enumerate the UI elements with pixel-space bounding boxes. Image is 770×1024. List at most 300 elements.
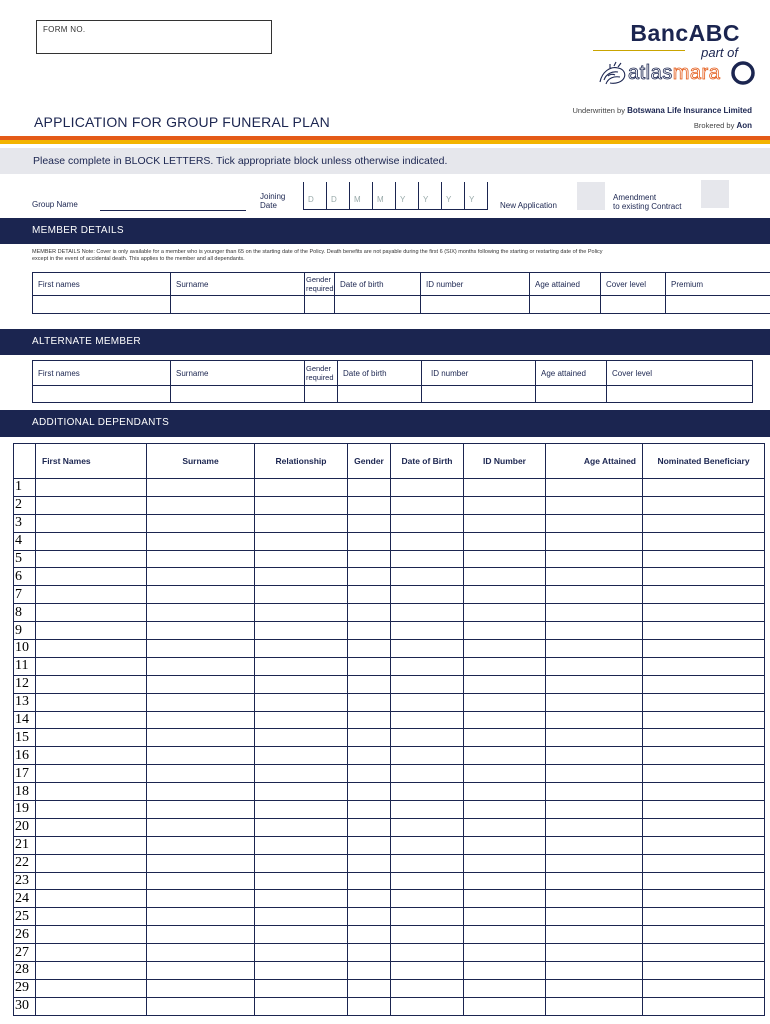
dependant-cell[interactable] bbox=[255, 908, 348, 926]
dependant-cell[interactable] bbox=[546, 693, 643, 711]
date-digit-y2[interactable]: Y bbox=[418, 182, 441, 210]
dependant-cell[interactable] bbox=[643, 890, 765, 908]
dependant-cell[interactable] bbox=[391, 997, 464, 1015]
dependant-cell[interactable] bbox=[391, 532, 464, 550]
dependant-cell[interactable] bbox=[391, 640, 464, 658]
dependant-cell[interactable] bbox=[36, 944, 147, 962]
dependant-row[interactable] bbox=[14, 640, 765, 658]
dependant-row[interactable] bbox=[14, 514, 765, 532]
dependant-cell[interactable] bbox=[546, 926, 643, 944]
dependant-row[interactable] bbox=[14, 818, 765, 836]
form-number-field[interactable] bbox=[36, 20, 272, 54]
dependant-cell[interactable] bbox=[255, 532, 348, 550]
dependant-cell[interactable] bbox=[546, 979, 643, 997]
dependant-cell[interactable] bbox=[391, 729, 464, 747]
dependant-cell[interactable] bbox=[147, 550, 255, 568]
dependant-cell[interactable] bbox=[36, 818, 147, 836]
dependant-cell[interactable] bbox=[255, 657, 348, 675]
dependant-row[interactable] bbox=[14, 622, 765, 640]
dependant-cell[interactable] bbox=[464, 640, 546, 658]
dependant-cell[interactable] bbox=[546, 818, 643, 836]
date-digit-d2[interactable]: D bbox=[326, 182, 349, 210]
dependant-cell[interactable] bbox=[36, 890, 147, 908]
dependant-cell[interactable] bbox=[546, 550, 643, 568]
dependant-row[interactable] bbox=[14, 854, 765, 872]
dependant-cell[interactable] bbox=[255, 568, 348, 586]
dependant-cell[interactable] bbox=[391, 872, 464, 890]
dependant-row[interactable] bbox=[14, 962, 765, 980]
dependant-cell[interactable] bbox=[546, 532, 643, 550]
dependant-cell[interactable] bbox=[147, 872, 255, 890]
dependant-cell[interactable] bbox=[464, 818, 546, 836]
dependant-cell[interactable] bbox=[546, 729, 643, 747]
dependant-cell[interactable] bbox=[643, 908, 765, 926]
dependant-cell[interactable] bbox=[348, 586, 391, 604]
dependant-cell[interactable] bbox=[643, 818, 765, 836]
dependant-cell[interactable] bbox=[255, 962, 348, 980]
dependant-cell[interactable] bbox=[546, 496, 643, 514]
dependant-cell[interactable] bbox=[391, 711, 464, 729]
dependant-cell[interactable] bbox=[348, 872, 391, 890]
dependant-cell[interactable] bbox=[255, 926, 348, 944]
dependant-cell[interactable] bbox=[255, 622, 348, 640]
dependant-cell[interactable] bbox=[36, 514, 147, 532]
dependant-cell[interactable] bbox=[464, 604, 546, 622]
dependant-row[interactable] bbox=[14, 926, 765, 944]
dependant-cell[interactable] bbox=[255, 496, 348, 514]
dependant-cell[interactable] bbox=[546, 568, 643, 586]
dependant-cell[interactable] bbox=[36, 729, 147, 747]
dependant-cell[interactable] bbox=[546, 586, 643, 604]
dependant-cell[interactable] bbox=[464, 997, 546, 1015]
dependant-cell[interactable] bbox=[391, 693, 464, 711]
dependant-cell[interactable] bbox=[255, 818, 348, 836]
dependant-cell[interactable] bbox=[348, 479, 391, 497]
dependant-cell[interactable] bbox=[643, 979, 765, 997]
dependant-cell[interactable] bbox=[464, 747, 546, 765]
dependant-cell[interactable] bbox=[546, 962, 643, 980]
dependant-cell[interactable] bbox=[464, 783, 546, 801]
dependant-cell[interactable] bbox=[348, 622, 391, 640]
dependant-cell[interactable] bbox=[147, 586, 255, 604]
dependant-cell[interactable] bbox=[348, 890, 391, 908]
member-dob-cell[interactable] bbox=[335, 296, 421, 314]
dependant-cell[interactable] bbox=[255, 729, 348, 747]
dependant-cell[interactable] bbox=[391, 890, 464, 908]
dependant-cell[interactable] bbox=[255, 836, 348, 854]
dependant-cell[interactable] bbox=[348, 550, 391, 568]
dependant-cell[interactable] bbox=[348, 675, 391, 693]
dependant-cell[interactable] bbox=[36, 657, 147, 675]
dependant-cell[interactable] bbox=[391, 657, 464, 675]
dependant-row[interactable] bbox=[14, 997, 765, 1015]
dependant-cell[interactable] bbox=[348, 604, 391, 622]
dependant-row[interactable] bbox=[14, 765, 765, 783]
dependant-row[interactable] bbox=[14, 979, 765, 997]
alt-first-names-cell[interactable] bbox=[33, 386, 171, 403]
member-age-cell[interactable] bbox=[530, 296, 601, 314]
dependant-cell[interactable] bbox=[391, 586, 464, 604]
dependant-cell[interactable] bbox=[464, 765, 546, 783]
dependant-cell[interactable] bbox=[643, 711, 765, 729]
dependant-cell[interactable] bbox=[391, 908, 464, 926]
dependant-row[interactable] bbox=[14, 586, 765, 604]
dependant-cell[interactable] bbox=[348, 496, 391, 514]
member-gender-cell[interactable] bbox=[305, 296, 335, 314]
dependant-cell[interactable] bbox=[391, 979, 464, 997]
dependant-cell[interactable] bbox=[464, 496, 546, 514]
dependant-cell[interactable] bbox=[147, 640, 255, 658]
dependant-cell[interactable] bbox=[36, 479, 147, 497]
amendment-checkbox[interactable] bbox=[701, 180, 729, 208]
dependant-cell[interactable] bbox=[348, 693, 391, 711]
alt-surname-cell[interactable] bbox=[171, 386, 305, 403]
dependant-cell[interactable] bbox=[348, 997, 391, 1015]
dependant-cell[interactable] bbox=[643, 514, 765, 532]
dependant-cell[interactable] bbox=[348, 908, 391, 926]
dependant-cell[interactable] bbox=[464, 854, 546, 872]
dependant-cell[interactable] bbox=[147, 926, 255, 944]
alt-cover-cell[interactable] bbox=[607, 386, 753, 403]
dependant-cell[interactable] bbox=[348, 514, 391, 532]
alt-gender-cell[interactable] bbox=[305, 386, 338, 403]
dependant-cell[interactable] bbox=[348, 657, 391, 675]
dependant-cell[interactable] bbox=[391, 962, 464, 980]
dependant-cell[interactable] bbox=[255, 550, 348, 568]
dependant-cell[interactable] bbox=[36, 872, 147, 890]
dependant-cell[interactable] bbox=[36, 962, 147, 980]
dependant-cell[interactable] bbox=[391, 818, 464, 836]
dependant-cell[interactable] bbox=[36, 496, 147, 514]
alt-id-cell[interactable] bbox=[422, 386, 536, 403]
dependant-cell[interactable] bbox=[147, 962, 255, 980]
dependant-cell[interactable] bbox=[643, 550, 765, 568]
dependant-cell[interactable] bbox=[546, 765, 643, 783]
dependant-cell[interactable] bbox=[147, 979, 255, 997]
dependant-cell[interactable] bbox=[147, 479, 255, 497]
dependant-cell[interactable] bbox=[36, 568, 147, 586]
dependant-cell[interactable] bbox=[546, 872, 643, 890]
dependant-cell[interactable] bbox=[546, 801, 643, 819]
dependant-cell[interactable] bbox=[391, 765, 464, 783]
dependant-cell[interactable] bbox=[643, 747, 765, 765]
dependant-cell[interactable] bbox=[255, 586, 348, 604]
dependant-cell[interactable] bbox=[348, 765, 391, 783]
dependant-cell[interactable] bbox=[643, 604, 765, 622]
dependant-cell[interactable] bbox=[348, 836, 391, 854]
dependant-row[interactable] bbox=[14, 729, 765, 747]
dependant-cell[interactable] bbox=[348, 801, 391, 819]
dependant-cell[interactable] bbox=[464, 836, 546, 854]
member-details-entry-row[interactable] bbox=[33, 296, 770, 314]
dependant-cell[interactable] bbox=[464, 962, 546, 980]
dependant-row[interactable] bbox=[14, 747, 765, 765]
dependant-cell[interactable] bbox=[391, 604, 464, 622]
date-digit-y4[interactable]: Y bbox=[464, 182, 487, 210]
dependant-cell[interactable] bbox=[391, 550, 464, 568]
dependant-cell[interactable] bbox=[255, 514, 348, 532]
dependant-cell[interactable] bbox=[643, 962, 765, 980]
dependant-cell[interactable] bbox=[546, 604, 643, 622]
dependant-cell[interactable] bbox=[391, 747, 464, 765]
dependant-cell[interactable] bbox=[643, 944, 765, 962]
dependant-cell[interactable] bbox=[643, 729, 765, 747]
dependant-cell[interactable] bbox=[348, 926, 391, 944]
dependant-cell[interactable] bbox=[36, 836, 147, 854]
dependant-cell[interactable] bbox=[147, 675, 255, 693]
dependant-cell[interactable] bbox=[464, 586, 546, 604]
dependant-cell[interactable] bbox=[546, 711, 643, 729]
dependant-cell[interactable] bbox=[546, 854, 643, 872]
member-details-header: MEMBER DETAILS bbox=[0, 218, 770, 244]
dependant-row[interactable] bbox=[14, 550, 765, 568]
dependant-cell[interactable] bbox=[255, 675, 348, 693]
dependant-cell[interactable] bbox=[147, 890, 255, 908]
dependant-cell[interactable] bbox=[546, 890, 643, 908]
dependant-cell[interactable] bbox=[546, 783, 643, 801]
dependant-cell[interactable] bbox=[255, 640, 348, 658]
dependant-cell[interactable] bbox=[36, 747, 147, 765]
dependant-cell[interactable] bbox=[391, 568, 464, 586]
dependant-cell[interactable] bbox=[643, 622, 765, 640]
dependant-cell[interactable] bbox=[147, 836, 255, 854]
dependant-row[interactable] bbox=[14, 872, 765, 890]
dependant-cell[interactable] bbox=[464, 944, 546, 962]
dependant-cell[interactable] bbox=[643, 586, 765, 604]
dependant-cell[interactable] bbox=[147, 783, 255, 801]
dependant-row[interactable] bbox=[14, 908, 765, 926]
dependant-cell[interactable] bbox=[348, 729, 391, 747]
dependant-cell[interactable] bbox=[464, 908, 546, 926]
dependant-row[interactable] bbox=[14, 801, 765, 819]
dependant-row[interactable] bbox=[14, 532, 765, 550]
dependant-cell[interactable] bbox=[255, 711, 348, 729]
dependant-cell[interactable] bbox=[348, 962, 391, 980]
dependant-cell[interactable] bbox=[391, 944, 464, 962]
dependant-cell[interactable] bbox=[546, 836, 643, 854]
dependant-cell[interactable] bbox=[147, 854, 255, 872]
dependant-cell[interactable] bbox=[255, 604, 348, 622]
dependant-row[interactable] bbox=[14, 944, 765, 962]
dependant-cell[interactable] bbox=[391, 496, 464, 514]
dependant-cell[interactable] bbox=[348, 783, 391, 801]
dependant-cell[interactable] bbox=[147, 622, 255, 640]
dependant-cell[interactable] bbox=[464, 675, 546, 693]
dependant-cell[interactable] bbox=[464, 657, 546, 675]
dependant-row[interactable] bbox=[14, 890, 765, 908]
dependant-cell[interactable] bbox=[464, 568, 546, 586]
dependant-cell[interactable] bbox=[643, 693, 765, 711]
dependant-row[interactable] bbox=[14, 675, 765, 693]
dependant-cell[interactable] bbox=[255, 979, 348, 997]
dependant-cell[interactable] bbox=[643, 854, 765, 872]
dependant-cell[interactable] bbox=[147, 801, 255, 819]
dependant-cell[interactable] bbox=[147, 496, 255, 514]
dependant-cell[interactable] bbox=[643, 532, 765, 550]
dependant-cell[interactable] bbox=[546, 514, 643, 532]
dependant-cell[interactable] bbox=[147, 693, 255, 711]
dependant-cell[interactable] bbox=[255, 783, 348, 801]
dependant-cell[interactable] bbox=[348, 640, 391, 658]
dependant-cell[interactable] bbox=[546, 747, 643, 765]
dependant-row[interactable] bbox=[14, 568, 765, 586]
dependant-cell[interactable] bbox=[348, 568, 391, 586]
dependant-cell[interactable] bbox=[643, 479, 765, 497]
member-first-names-cell[interactable] bbox=[33, 296, 171, 314]
dependant-cell[interactable] bbox=[255, 854, 348, 872]
date-digit-y3[interactable]: Y bbox=[441, 182, 464, 210]
dependant-cell[interactable] bbox=[255, 997, 348, 1015]
dependant-cell[interactable] bbox=[643, 640, 765, 658]
dependant-cell[interactable] bbox=[643, 675, 765, 693]
dependant-cell[interactable] bbox=[391, 926, 464, 944]
dependant-cell[interactable] bbox=[464, 801, 546, 819]
dependant-cell[interactable] bbox=[643, 801, 765, 819]
dependant-cell[interactable] bbox=[147, 729, 255, 747]
date-digit-y1[interactable]: Y bbox=[395, 182, 418, 210]
dependant-cell[interactable] bbox=[643, 783, 765, 801]
dependant-cell[interactable] bbox=[255, 479, 348, 497]
dependant-cell[interactable] bbox=[546, 908, 643, 926]
dependant-cell[interactable] bbox=[36, 675, 147, 693]
dependant-cell[interactable] bbox=[391, 622, 464, 640]
new-application-checkbox[interactable] bbox=[577, 182, 605, 210]
dependant-cell[interactable] bbox=[147, 514, 255, 532]
dependant-cell[interactable] bbox=[643, 997, 765, 1015]
dependant-cell[interactable] bbox=[147, 765, 255, 783]
dependant-cell[interactable] bbox=[464, 693, 546, 711]
dependant-cell[interactable] bbox=[36, 926, 147, 944]
dependant-cell[interactable] bbox=[464, 872, 546, 890]
dependant-cell[interactable] bbox=[348, 818, 391, 836]
dependant-cell[interactable] bbox=[464, 532, 546, 550]
dependant-cell[interactable] bbox=[36, 979, 147, 997]
dependant-cell[interactable] bbox=[36, 711, 147, 729]
dependant-cell[interactable] bbox=[147, 657, 255, 675]
dependant-cell[interactable] bbox=[391, 514, 464, 532]
dependant-cell[interactable] bbox=[348, 747, 391, 765]
dependant-cell[interactable] bbox=[643, 872, 765, 890]
dependant-cell[interactable] bbox=[464, 729, 546, 747]
dependant-row[interactable] bbox=[14, 836, 765, 854]
dependant-cell[interactable] bbox=[36, 532, 147, 550]
dependant-cell[interactable] bbox=[546, 479, 643, 497]
dependant-cell[interactable] bbox=[36, 640, 147, 658]
dependant-cell[interactable] bbox=[36, 693, 147, 711]
dependant-cell[interactable] bbox=[255, 765, 348, 783]
dependant-cell[interactable] bbox=[391, 783, 464, 801]
dependant-cell[interactable] bbox=[464, 622, 546, 640]
dependant-cell[interactable] bbox=[36, 604, 147, 622]
dependant-cell[interactable] bbox=[464, 550, 546, 568]
dependant-cell[interactable] bbox=[147, 747, 255, 765]
dependant-cell[interactable] bbox=[36, 997, 147, 1015]
dependant-cell[interactable] bbox=[348, 854, 391, 872]
member-cover-cell[interactable] bbox=[601, 296, 666, 314]
alt-dob-cell[interactable] bbox=[338, 386, 422, 403]
dependant-cell[interactable] bbox=[255, 890, 348, 908]
dependant-cell[interactable] bbox=[391, 854, 464, 872]
dependant-cell[interactable] bbox=[643, 496, 765, 514]
dependant-cell[interactable] bbox=[36, 801, 147, 819]
dependant-row[interactable] bbox=[14, 783, 765, 801]
dependant-cell[interactable] bbox=[546, 657, 643, 675]
dependant-cell[interactable] bbox=[391, 801, 464, 819]
dependant-cell[interactable] bbox=[643, 926, 765, 944]
alternate-member-entry-row[interactable] bbox=[33, 386, 753, 403]
dependant-row[interactable] bbox=[14, 479, 765, 497]
dependant-cell[interactable] bbox=[147, 568, 255, 586]
dependant-cell[interactable] bbox=[464, 479, 546, 497]
dependant-cell[interactable] bbox=[643, 836, 765, 854]
dependant-row[interactable] bbox=[14, 604, 765, 622]
dependant-row[interactable] bbox=[14, 711, 765, 729]
dependant-cell[interactable] bbox=[255, 872, 348, 890]
dependant-cell[interactable] bbox=[255, 693, 348, 711]
member-id-cell[interactable] bbox=[421, 296, 530, 314]
dependant-cell[interactable] bbox=[147, 908, 255, 926]
member-surname-cell[interactable] bbox=[171, 296, 305, 314]
dependant-cell[interactable] bbox=[546, 622, 643, 640]
dependant-cell[interactable] bbox=[36, 854, 147, 872]
dependant-cell[interactable] bbox=[391, 479, 464, 497]
dependant-cell[interactable] bbox=[255, 944, 348, 962]
dependant-cell[interactable] bbox=[147, 944, 255, 962]
dependant-cell[interactable] bbox=[36, 550, 147, 568]
dependant-cell[interactable] bbox=[546, 944, 643, 962]
dependant-cell[interactable] bbox=[36, 908, 147, 926]
alt-age-cell[interactable] bbox=[536, 386, 607, 403]
dependant-cell[interactable] bbox=[464, 926, 546, 944]
date-digit-d1[interactable]: D bbox=[303, 182, 326, 210]
dependant-cell[interactable] bbox=[36, 622, 147, 640]
dependant-row[interactable] bbox=[14, 496, 765, 514]
date-digit-m1[interactable]: M bbox=[349, 182, 372, 210]
dependant-cell[interactable] bbox=[391, 836, 464, 854]
dependant-cell[interactable] bbox=[464, 711, 546, 729]
dependant-cell[interactable] bbox=[147, 604, 255, 622]
dependant-cell[interactable] bbox=[36, 765, 147, 783]
dependant-cell[interactable] bbox=[464, 979, 546, 997]
member-premium-cell[interactable] bbox=[666, 296, 770, 314]
dependant-cell[interactable] bbox=[36, 586, 147, 604]
dependant-cell[interactable] bbox=[464, 890, 546, 908]
dependant-cell[interactable] bbox=[147, 532, 255, 550]
dependant-cell[interactable] bbox=[255, 801, 348, 819]
dependant-cell[interactable] bbox=[36, 783, 147, 801]
dependant-cell[interactable] bbox=[348, 532, 391, 550]
dependant-cell[interactable] bbox=[255, 747, 348, 765]
dependant-cell[interactable] bbox=[391, 675, 464, 693]
dependant-row[interactable] bbox=[14, 693, 765, 711]
dependant-cell[interactable] bbox=[643, 657, 765, 675]
dependant-cell[interactable] bbox=[546, 675, 643, 693]
dependant-cell[interactable] bbox=[546, 997, 643, 1015]
dependant-cell[interactable] bbox=[147, 711, 255, 729]
date-digit-m2[interactable]: M bbox=[372, 182, 395, 210]
dependant-cell[interactable] bbox=[464, 514, 546, 532]
dependant-row[interactable] bbox=[14, 657, 765, 675]
dependant-cell[interactable] bbox=[643, 765, 765, 783]
dependant-cell[interactable] bbox=[147, 818, 255, 836]
dependant-cell[interactable] bbox=[348, 711, 391, 729]
dependant-cell[interactable] bbox=[546, 640, 643, 658]
dependant-cell[interactable] bbox=[147, 997, 255, 1015]
dependant-cell[interactable] bbox=[643, 568, 765, 586]
group-name-input[interactable] bbox=[100, 210, 246, 211]
dependant-cell[interactable] bbox=[348, 979, 391, 997]
dependant-cell[interactable] bbox=[348, 944, 391, 962]
